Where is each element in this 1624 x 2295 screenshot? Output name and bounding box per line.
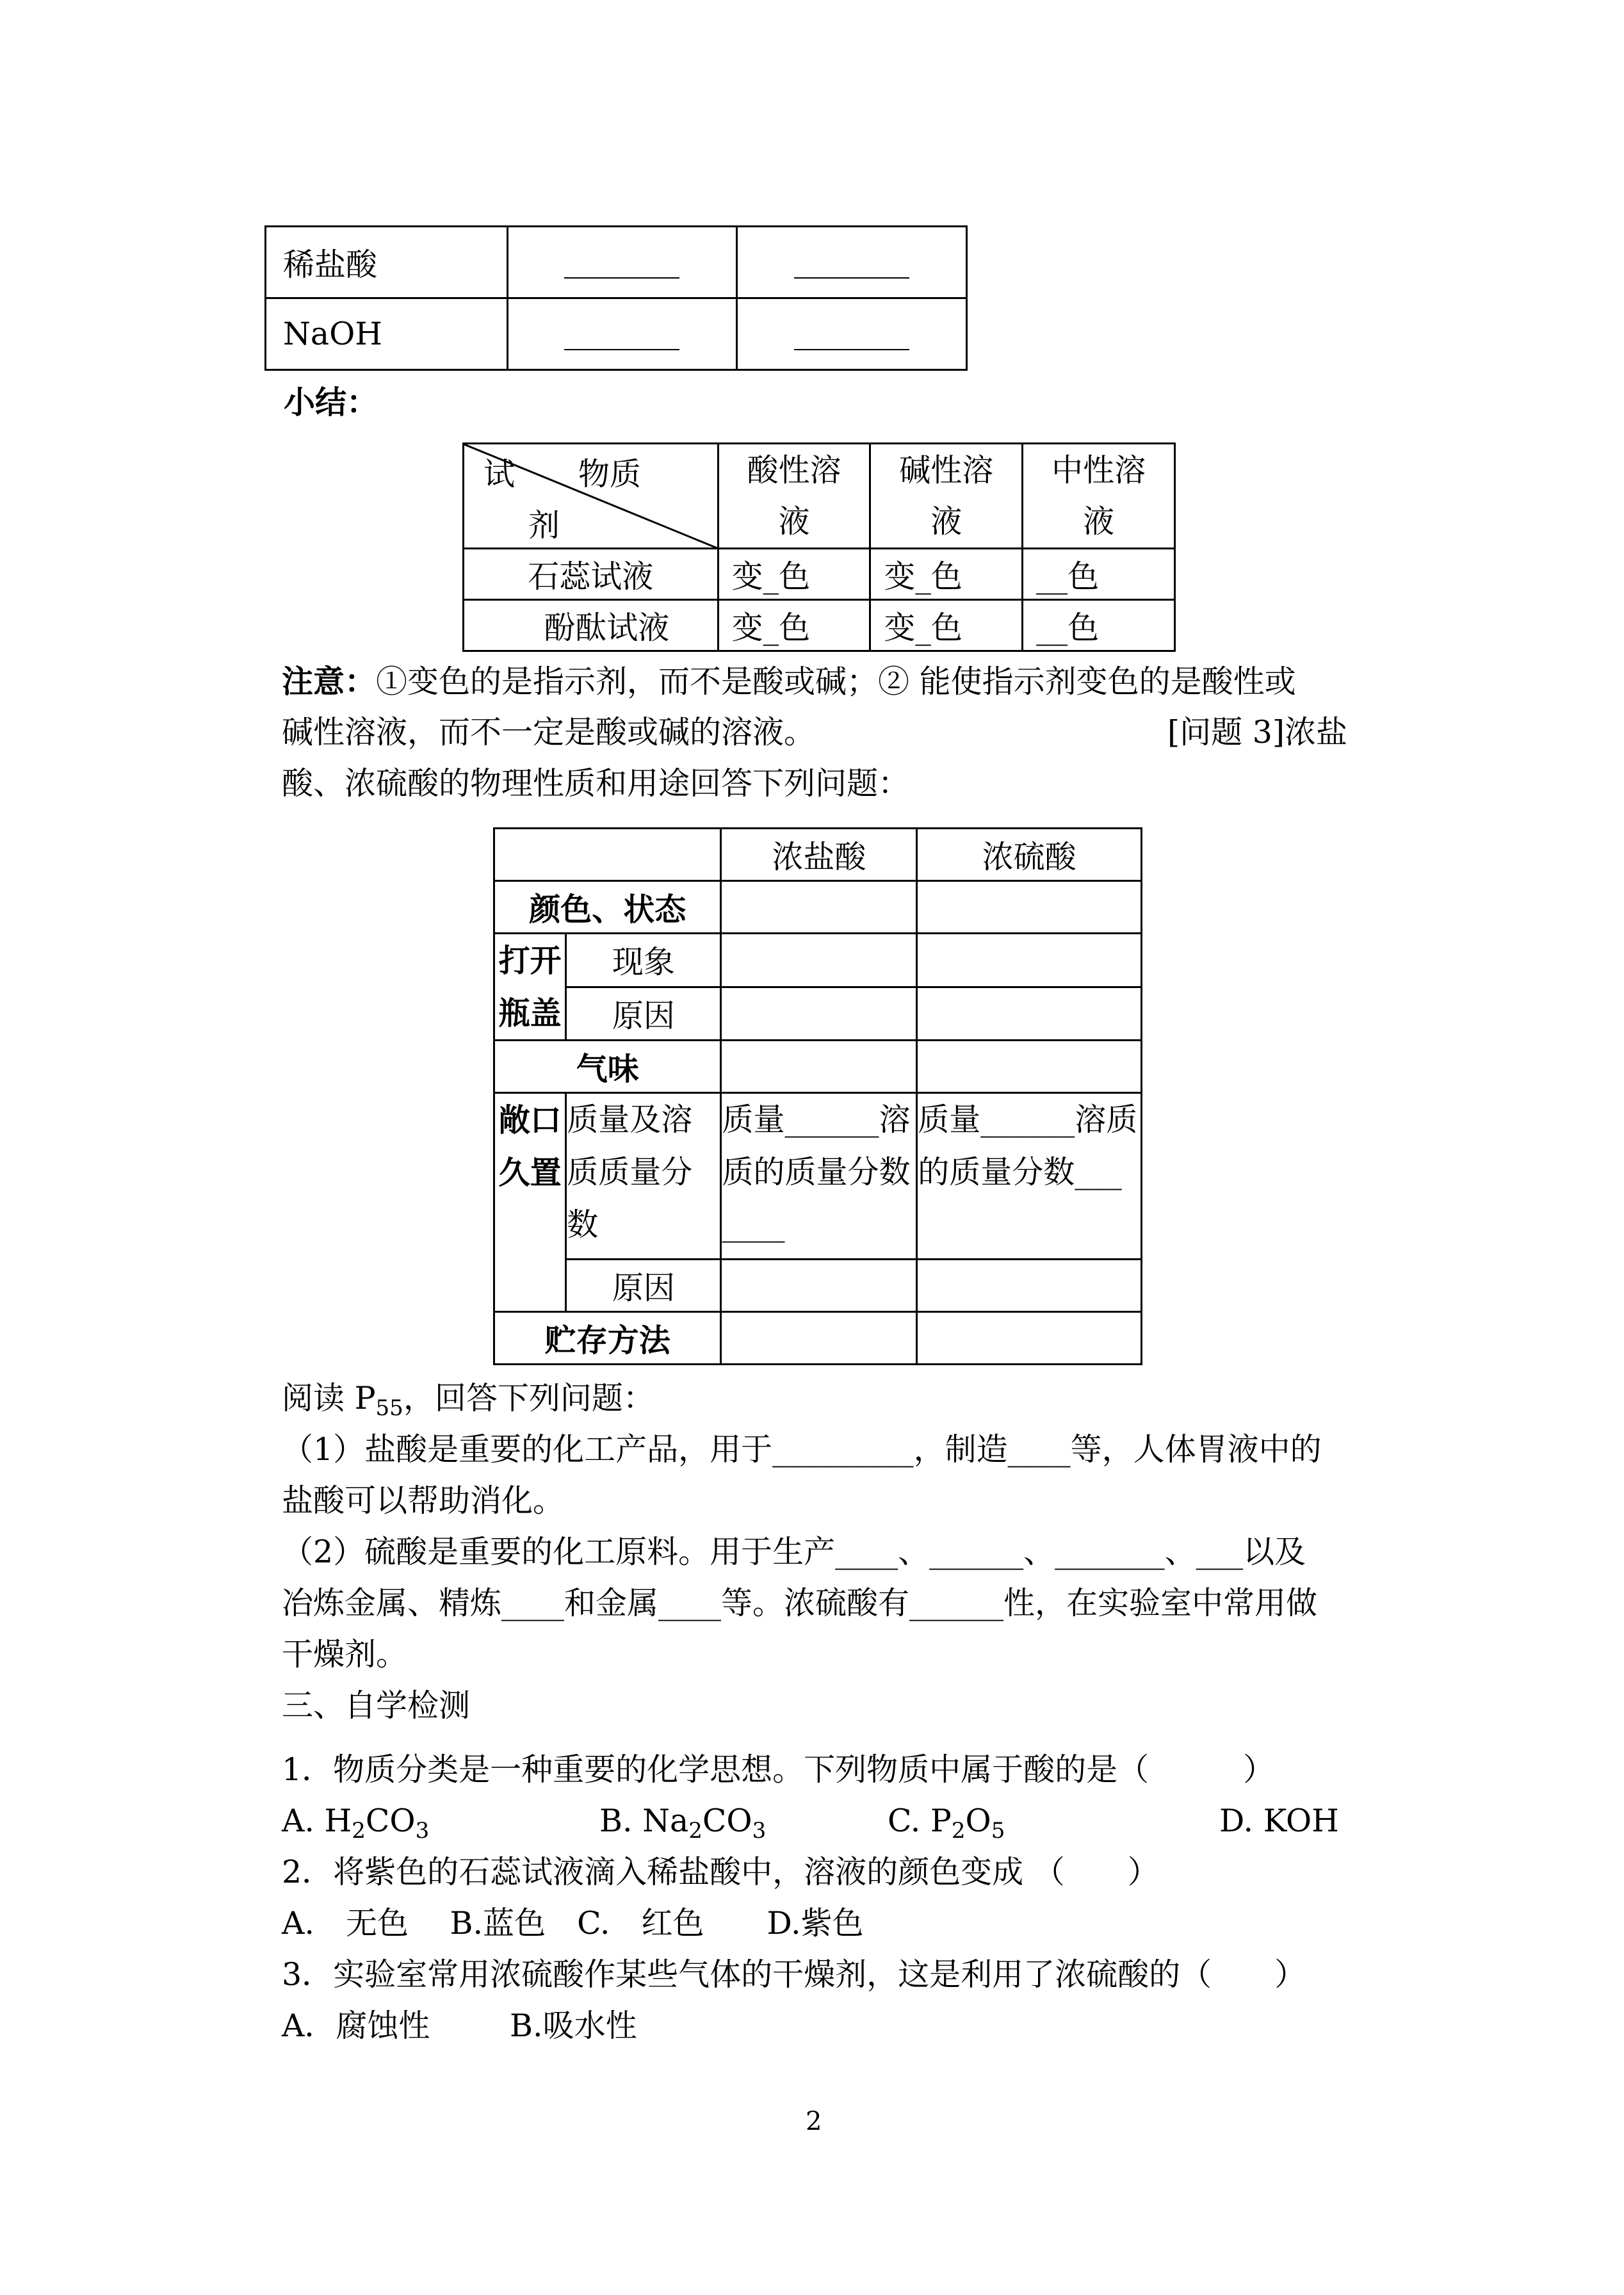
blank-line [794,323,909,350]
table-cell: 稀盐酸 [266,227,508,298]
table-cell: 石蕊试液 [464,549,719,600]
diagonal-header-cell [464,444,719,549]
question-2-options: A. 无色 B.蓝色 C. 红色 D.紫色 [282,1905,864,1942]
table-cell: 变_色 [870,600,1023,651]
header-cell: 碱性溶液 [870,444,1023,549]
row-group-label: 打开瓶盖 [494,934,566,1041]
blank-line [564,252,679,279]
row-label: 现象 [566,934,721,987]
question-3-option-a: A．腐蚀性 [282,2007,430,2044]
row-label: 贮存方法 [494,1312,721,1365]
question-1-option-d: D. KOH [1219,1803,1339,1839]
question-2: 2．将紫色的石蕊试液滴入稀盐酸中，溶液的颜色变成 （ ） [282,1854,1159,1890]
table-cell [721,881,917,934]
table-cell-empty [494,829,721,881]
header-cell: 浓硫酸 [917,829,1142,881]
blank-line [564,323,679,350]
reading-q2-line1: （2）硫酸是重要的化工原料。用于生产____、______、_______、___以及 [282,1534,1306,1570]
table-cell: NaOH [266,298,508,370]
note-line-3: 酸、浓硫酸的物理性质和用途回答下列问题： [282,765,910,802]
acid-properties-table [493,827,1142,1365]
table-cell [721,1041,917,1093]
note-line-2: 碱性溶液，而不一定是酸或碱的溶液。 [282,714,816,750]
diag-label-top: 物质 [578,456,642,492]
table-cell [917,1041,1142,1093]
reading-q1-line1: （1）盐酸是重要的化工产品，用于_________，制造____等，人体胃液中的 [282,1431,1322,1468]
table-cell [917,881,1142,934]
row-label: 质量及溶质质量分数 [566,1093,721,1260]
table-cell [917,1312,1142,1365]
table-cell: 变_色 [870,549,1023,600]
question-3-heading: [问题 3]浓盐 [1167,714,1347,750]
table-cell [721,934,917,987]
question-1-option-c: C. $P_2O_5$ [888,1803,1005,1844]
reading-q1-line2: 盐酸可以帮助消化。 [282,1482,565,1519]
question-1-option-a: A. $H_2CO_3$ [282,1803,430,1844]
table-cell: __色 [1023,549,1175,600]
reading-q2-line2: 冶炼金属、精炼____和金属____等。浓硫酸有______性，在实验室中常用做 [282,1585,1318,1621]
table-cell [507,298,737,370]
blank-line [794,252,909,279]
header-cell: 浓盐酸 [721,829,917,881]
page-number: 2 [806,2107,822,2136]
table-cell: 变_色 [718,549,870,600]
table-cell [737,227,967,298]
note-text: ①变色的是指示剂，而不是酸或碱；② 能使指示剂变色的是酸性或 [376,663,1296,700]
question-3-option-b: B.吸水性 [510,2007,637,2044]
row-label: 原因 [566,987,721,1041]
table-cell: 酚酞试液 [464,600,719,651]
table-cell [917,1260,1142,1312]
row-label: 气味 [494,1041,721,1093]
table-cell [721,1260,917,1312]
row-label: 原因 [566,1260,721,1312]
table-cell: 质量______溶质的质量分数___ [917,1093,1142,1260]
table-cell [917,934,1142,987]
table-cell [721,987,917,1041]
summary-title: 小结： [284,384,378,421]
table-cell [507,227,737,298]
note-label: 注意： [282,663,377,700]
note-line-1 [282,656,1296,708]
question-3: 3．实验室常用浓硫酸作某些气体的干燥剂，这是利用了浓硫酸的（ ） [282,1956,1306,1993]
table-cell: 变_色 [718,600,870,651]
question-1: 1．物质分类是一种重要的化学思想。下列物质中属于酸的是（ ） [282,1751,1275,1788]
table-cell [737,298,967,370]
table-cell [721,1312,917,1365]
reading-q2-line3: 干燥剂。 [282,1636,408,1673]
row-label: 颜色、状态 [494,881,721,934]
summary-table [462,442,1176,652]
table-cell: __色 [1023,600,1175,651]
section-3-title: 三、自学检测 [282,1687,471,1724]
table-cell [917,987,1142,1041]
diag-label-bottom: 剂 [528,507,560,544]
diag-label-top-left: 试 [483,456,516,492]
indicator-table-top [264,225,968,371]
question-1-option-b: B. $Na_2CO_3$ [599,1803,767,1844]
header-cell: 酸性溶液 [718,444,870,549]
header-cell: 中性溶液 [1023,444,1175,549]
reading-intro: 阅读 $P_{55}$，回答下列问题： [282,1380,654,1421]
row-group-label: 敞口久置 [494,1093,566,1312]
table-cell: 质量______溶质的质量分数____ [721,1093,917,1260]
